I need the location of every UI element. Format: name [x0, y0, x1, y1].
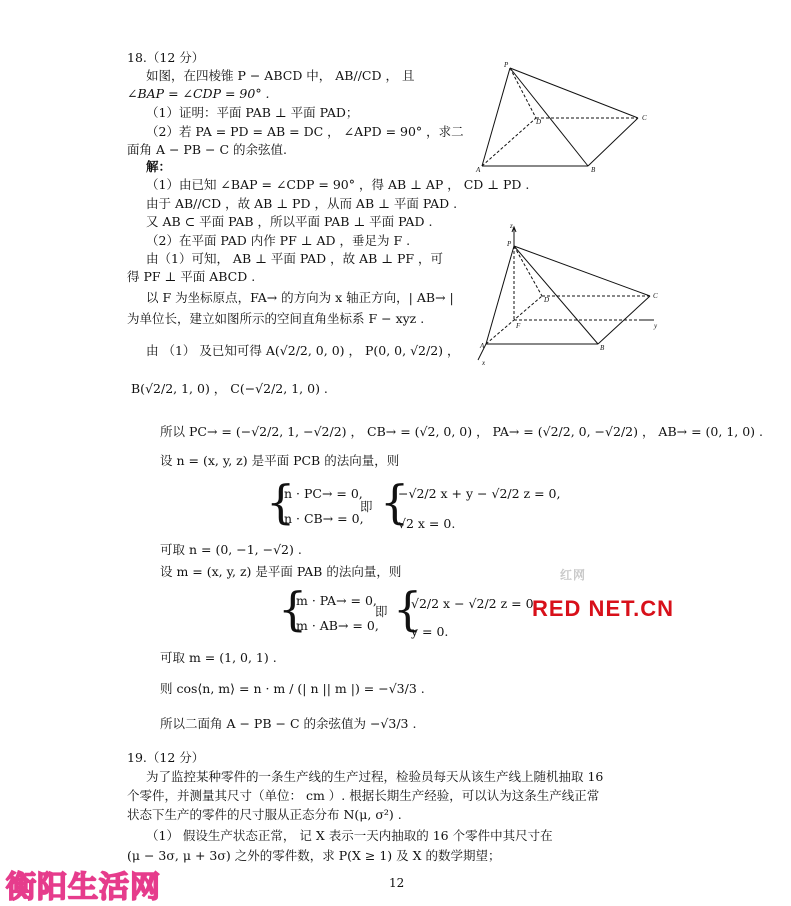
- coordinates-b-c: B(√2/2, 1, 0) ， C(−√2/2, 1, 0) .: [131, 381, 328, 396]
- problem-19-para-3: 状态下生产的零件的尺寸服从正态分布 N(μ, σ²) .: [127, 807, 402, 822]
- problem-19-para-1: 为了监控某种零件的一条生产线的生产过程，检验员每天从该生产线上随机抽取 16: [146, 769, 604, 784]
- system-1-left-brace: {: [266, 475, 296, 529]
- cosine-formula: 则 cos⟨n, m⟩ = n · m / (| n || m |) = −√3/3 .: [160, 681, 425, 696]
- label-a: A: [476, 166, 481, 174]
- watermark-glyph: 红网: [560, 568, 587, 582]
- figure-pyramid: [474, 58, 656, 178]
- label-y: y: [654, 322, 658, 330]
- label-p: P: [507, 240, 512, 248]
- final-answer: 所以二面角 A − PB − C 的余弦值为 −√3/3 .: [160, 716, 417, 731]
- label-d: D: [536, 118, 542, 126]
- figure-coordinate-system: [474, 224, 670, 366]
- edge-pc: [510, 68, 638, 118]
- solution-line-3: 又 AB ⊂ 平面 PAB ，所以平面 PAB ⊥ 平面 PAD .: [146, 214, 433, 229]
- edge-pa: [486, 246, 514, 344]
- normal-m-intro: 设 m = (x, y, z) 是平面 PAB 的法向量，则: [160, 564, 402, 579]
- solution-line-4: （2）在平面 PAD 内作 PF ⊥ AD ，垂足为 F .: [146, 233, 411, 248]
- edge-ad-hidden: [482, 118, 536, 166]
- system-2-left-brace: {: [278, 582, 308, 636]
- solution-line-5: 由（1）可知， AB ⊥ 平面 PAD ，故 AB ⊥ PF ，可: [146, 251, 444, 266]
- edge-pd-hidden: [510, 68, 536, 118]
- problem-18-heading: 18.（12 分）: [127, 50, 205, 65]
- solution-line-1: （1）由已知 ∠BAP = ∠CDP = 90° ，得 AB ⊥ AP ， CD ⊥ PD .: [146, 177, 530, 192]
- problem-18-question-2b: 面角 A − PB − C 的余弦值.: [127, 142, 287, 157]
- problem-19-heading: 19.（12 分）: [127, 750, 205, 765]
- solution-line-6: 得 PF ⊥ 平面 ABCD .: [127, 269, 256, 284]
- label-b: B: [591, 166, 596, 174]
- normal-m-result: 可取 m = (1, 0, 1) .: [160, 650, 277, 665]
- system-2-right-brace: {: [393, 582, 423, 636]
- solution-line-7: 以 F 为坐标原点，FA→ 的方向为 x 轴正方向，| AB→ |: [146, 290, 454, 305]
- label-z: z: [510, 224, 513, 230]
- solution-line-2: 由于 AB//CD ，故 AB ⊥ PD ，从而 AB ⊥ 平面 PAD .: [146, 196, 458, 211]
- page-number: 12: [389, 876, 405, 890]
- normal-n-result: 可取 n = (0, −1, −√2) .: [160, 542, 302, 557]
- system-1-right-brace: {: [380, 475, 410, 529]
- label-c: C: [642, 114, 647, 122]
- problem-19-question-1b: (μ − 3σ, μ + 3σ) 之外的零件数，求 P(X ≥ 1) 及 X 的数学期望；: [127, 848, 501, 863]
- label-d: D: [544, 296, 550, 304]
- system-2-eq-3: √2/2 x − √2/2 z = 0,: [411, 596, 538, 611]
- problem-18-stem-1: 如图，在四棱锥 P − ABCD 中， AB//CD ， 且: [146, 68, 415, 83]
- solution-line-8: 为单位长，建立如图所示的空间直角坐标系 F − xyz .: [127, 311, 425, 326]
- problem-18-question-2a: （2）若 PA = PD = AB = DC ， ∠APD = 90° ，求二: [146, 124, 464, 139]
- system-2-eq-2: m · AB→ = 0,: [296, 618, 379, 633]
- label-c: C: [653, 292, 658, 300]
- system-1-eq-3: −√2/2 x + y − √2/2 z = 0,: [398, 486, 561, 501]
- normal-n-intro: 设 n = (x, y, z) 是平面 PCB 的法向量，则: [160, 453, 400, 468]
- edge-pa: [482, 68, 510, 166]
- solution-label: 解：: [146, 159, 172, 174]
- label-x: x: [482, 359, 486, 366]
- edge-bc: [588, 118, 638, 166]
- problem-19-para-2: 个零件，并测量其尺寸（单位： cm ）. 根据长期生产经验，可以认为这条生产线正常: [127, 788, 600, 803]
- problem-18-question-1: （1）证明：平面 PAB ⊥ 平面 PAD；: [146, 105, 359, 120]
- vector-values: 所以 PC→ = (−√2/2, 1, −√2/2) ， CB→ = (√2, 0, 0) ， PA→ = (√2/2, 0, −√2/2) ， AB→ = (0, 1, 0) .: [160, 424, 763, 439]
- problem-19-question-1a: （1） 假设生产状态正常， 记 X 表示一天内抽取的 16 个零件中其尺寸在: [146, 828, 553, 843]
- system-2-eq-4: y = 0.: [411, 624, 449, 639]
- site-logo: 衡阳生活网: [6, 870, 161, 905]
- system-2-ji: 即: [375, 604, 388, 619]
- edge-pd-hidden: [514, 246, 542, 296]
- label-b: B: [600, 344, 605, 352]
- system-1-eq-1: n · PC→ = 0,: [284, 486, 363, 501]
- label-p: P: [504, 61, 509, 69]
- problem-18-stem-2: ∠BAP = ∠CDP = 90° .: [127, 86, 270, 101]
- watermark-rednet: RED NET.CN: [532, 596, 675, 621]
- label-a: A: [480, 342, 485, 350]
- label-f: F: [516, 322, 521, 330]
- system-1-eq-4: √2 x = 0.: [398, 516, 456, 531]
- edge-pb: [514, 246, 598, 344]
- edge-pc: [514, 246, 650, 296]
- system-1-ji: 即: [360, 499, 373, 514]
- coordinates-a-p: 由 （1） 及已知可得 A(√2/2, 0, 0) ， P(0, 0, √2/2) ，: [146, 343, 460, 358]
- system-1-eq-2: n · CB→ = 0,: [284, 511, 364, 526]
- system-2-eq-1: m · PA→ = 0,: [296, 593, 377, 608]
